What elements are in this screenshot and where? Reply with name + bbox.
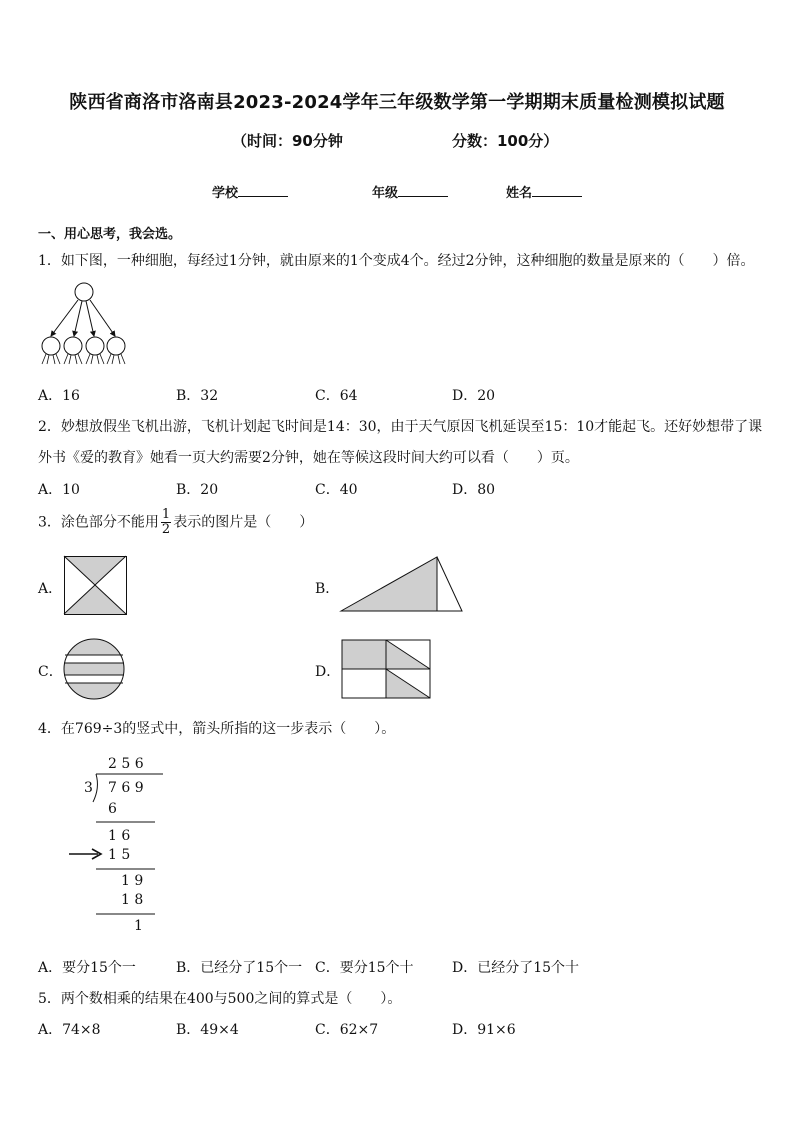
exam-title: 陕西省商洛市洛南县2023-2024学年三年级数学第一学期期末质量检测模拟试题 bbox=[69, 92, 725, 113]
grade-field bbox=[372, 182, 448, 201]
name-field bbox=[506, 182, 582, 201]
q2-option-a[interactable]: A．10 bbox=[38, 482, 80, 498]
q5-option-c[interactable]: C．62×7 bbox=[315, 1022, 379, 1038]
q5-option-b[interactable]: B．49×4 bbox=[176, 1022, 239, 1038]
q3-option-c[interactable]: C． bbox=[38, 664, 63, 680]
q1-option-b[interactable]: B．32 bbox=[176, 388, 219, 404]
grade-label: 年级 bbox=[372, 186, 399, 201]
question-2-line-1: 2．妙想放假坐飞机出游，飞机计划起飞时间是14：30，由于天气原因飞机延误至15：10才能起飞。还好妙想带了课 bbox=[38, 419, 763, 435]
q3-figure-d-grid bbox=[341, 639, 433, 701]
exam-time: （时间：90分钟 bbox=[232, 132, 343, 150]
division-step-5: 1 8 bbox=[121, 892, 144, 908]
question-4-text: 4．在769÷3的竖式中，箭头所指的这一步表示（ ）。 bbox=[38, 721, 396, 737]
division-quotient: 2 5 6 bbox=[108, 756, 144, 772]
exam-score: 分数：100分） bbox=[452, 132, 559, 150]
division-lines bbox=[60, 770, 170, 920]
school-field bbox=[212, 182, 288, 201]
q1-option-d[interactable]: D．20 bbox=[452, 388, 496, 404]
q2-option-b[interactable]: B．20 bbox=[176, 482, 219, 498]
division-step-3: 1 5 bbox=[108, 847, 131, 863]
q2-option-d[interactable]: D．80 bbox=[452, 482, 496, 498]
division-step-4: 1 9 bbox=[121, 873, 144, 889]
school-blank[interactable] bbox=[238, 184, 288, 197]
division-dividend: 7 6 9 bbox=[108, 780, 144, 796]
section-heading: 一、用心思考，我会选。 bbox=[38, 227, 182, 242]
division-remainder: 1 bbox=[134, 918, 143, 934]
question-2-line-2: 外书《爱的教育》她看一页大约需要2分钟，她在等候这段时间大约可以看（ ）页。 bbox=[38, 450, 579, 466]
q3-figure-c-circle bbox=[63, 638, 127, 702]
name-blank[interactable] bbox=[532, 184, 582, 197]
question-1-text: 1．如下图，一种细胞，每经过1分钟，就由原来的1个变成4个。经过2分钟，这种细胞的数量是原来的（ ）倍。 bbox=[38, 253, 755, 269]
division-step-2: 1 6 bbox=[108, 828, 131, 844]
q3-text-after: 表示的图片是（ ） bbox=[173, 514, 314, 531]
cell-division-diagram bbox=[38, 280, 138, 370]
arrow-right-icon bbox=[68, 848, 104, 860]
q4-option-a[interactable]: A．要分15个一 bbox=[38, 960, 136, 976]
school-label: 学校 bbox=[212, 186, 239, 201]
q3-text-before: 3．涂色部分不能用 bbox=[38, 514, 159, 531]
division-divisor: 3 bbox=[84, 780, 93, 796]
q3-option-a[interactable]: A． bbox=[38, 581, 63, 597]
question-5-text: 5．两个数相乘的结果在400与500之间的算式是（ ）。 bbox=[38, 991, 402, 1007]
q3-option-d[interactable]: D． bbox=[315, 664, 341, 680]
division-step-1: 6 bbox=[108, 801, 117, 817]
grade-blank[interactable] bbox=[398, 184, 448, 197]
q4-option-b[interactable]: B．已经分了15个一 bbox=[176, 960, 303, 976]
name-label: 姓名 bbox=[506, 186, 533, 201]
q3-option-b[interactable]: B． bbox=[315, 581, 340, 597]
question-3-text bbox=[38, 508, 313, 537]
q2-option-c[interactable]: C．40 bbox=[315, 482, 358, 498]
q5-option-d[interactable]: D．91×6 bbox=[452, 1022, 516, 1038]
q1-option-c[interactable]: C．64 bbox=[315, 388, 358, 404]
q3-figure-b-triangle bbox=[340, 556, 466, 614]
half-fraction: $\frac{1}{2}$ bbox=[161, 507, 171, 537]
q5-option-a[interactable]: A．74×8 bbox=[38, 1022, 101, 1038]
q4-option-d[interactable]: D．已经分了15个十 bbox=[452, 960, 580, 976]
q4-option-c[interactable]: C．要分15个十 bbox=[315, 960, 414, 976]
q1-option-a[interactable]: A．16 bbox=[38, 388, 80, 404]
q3-figure-a-square bbox=[64, 556, 128, 616]
